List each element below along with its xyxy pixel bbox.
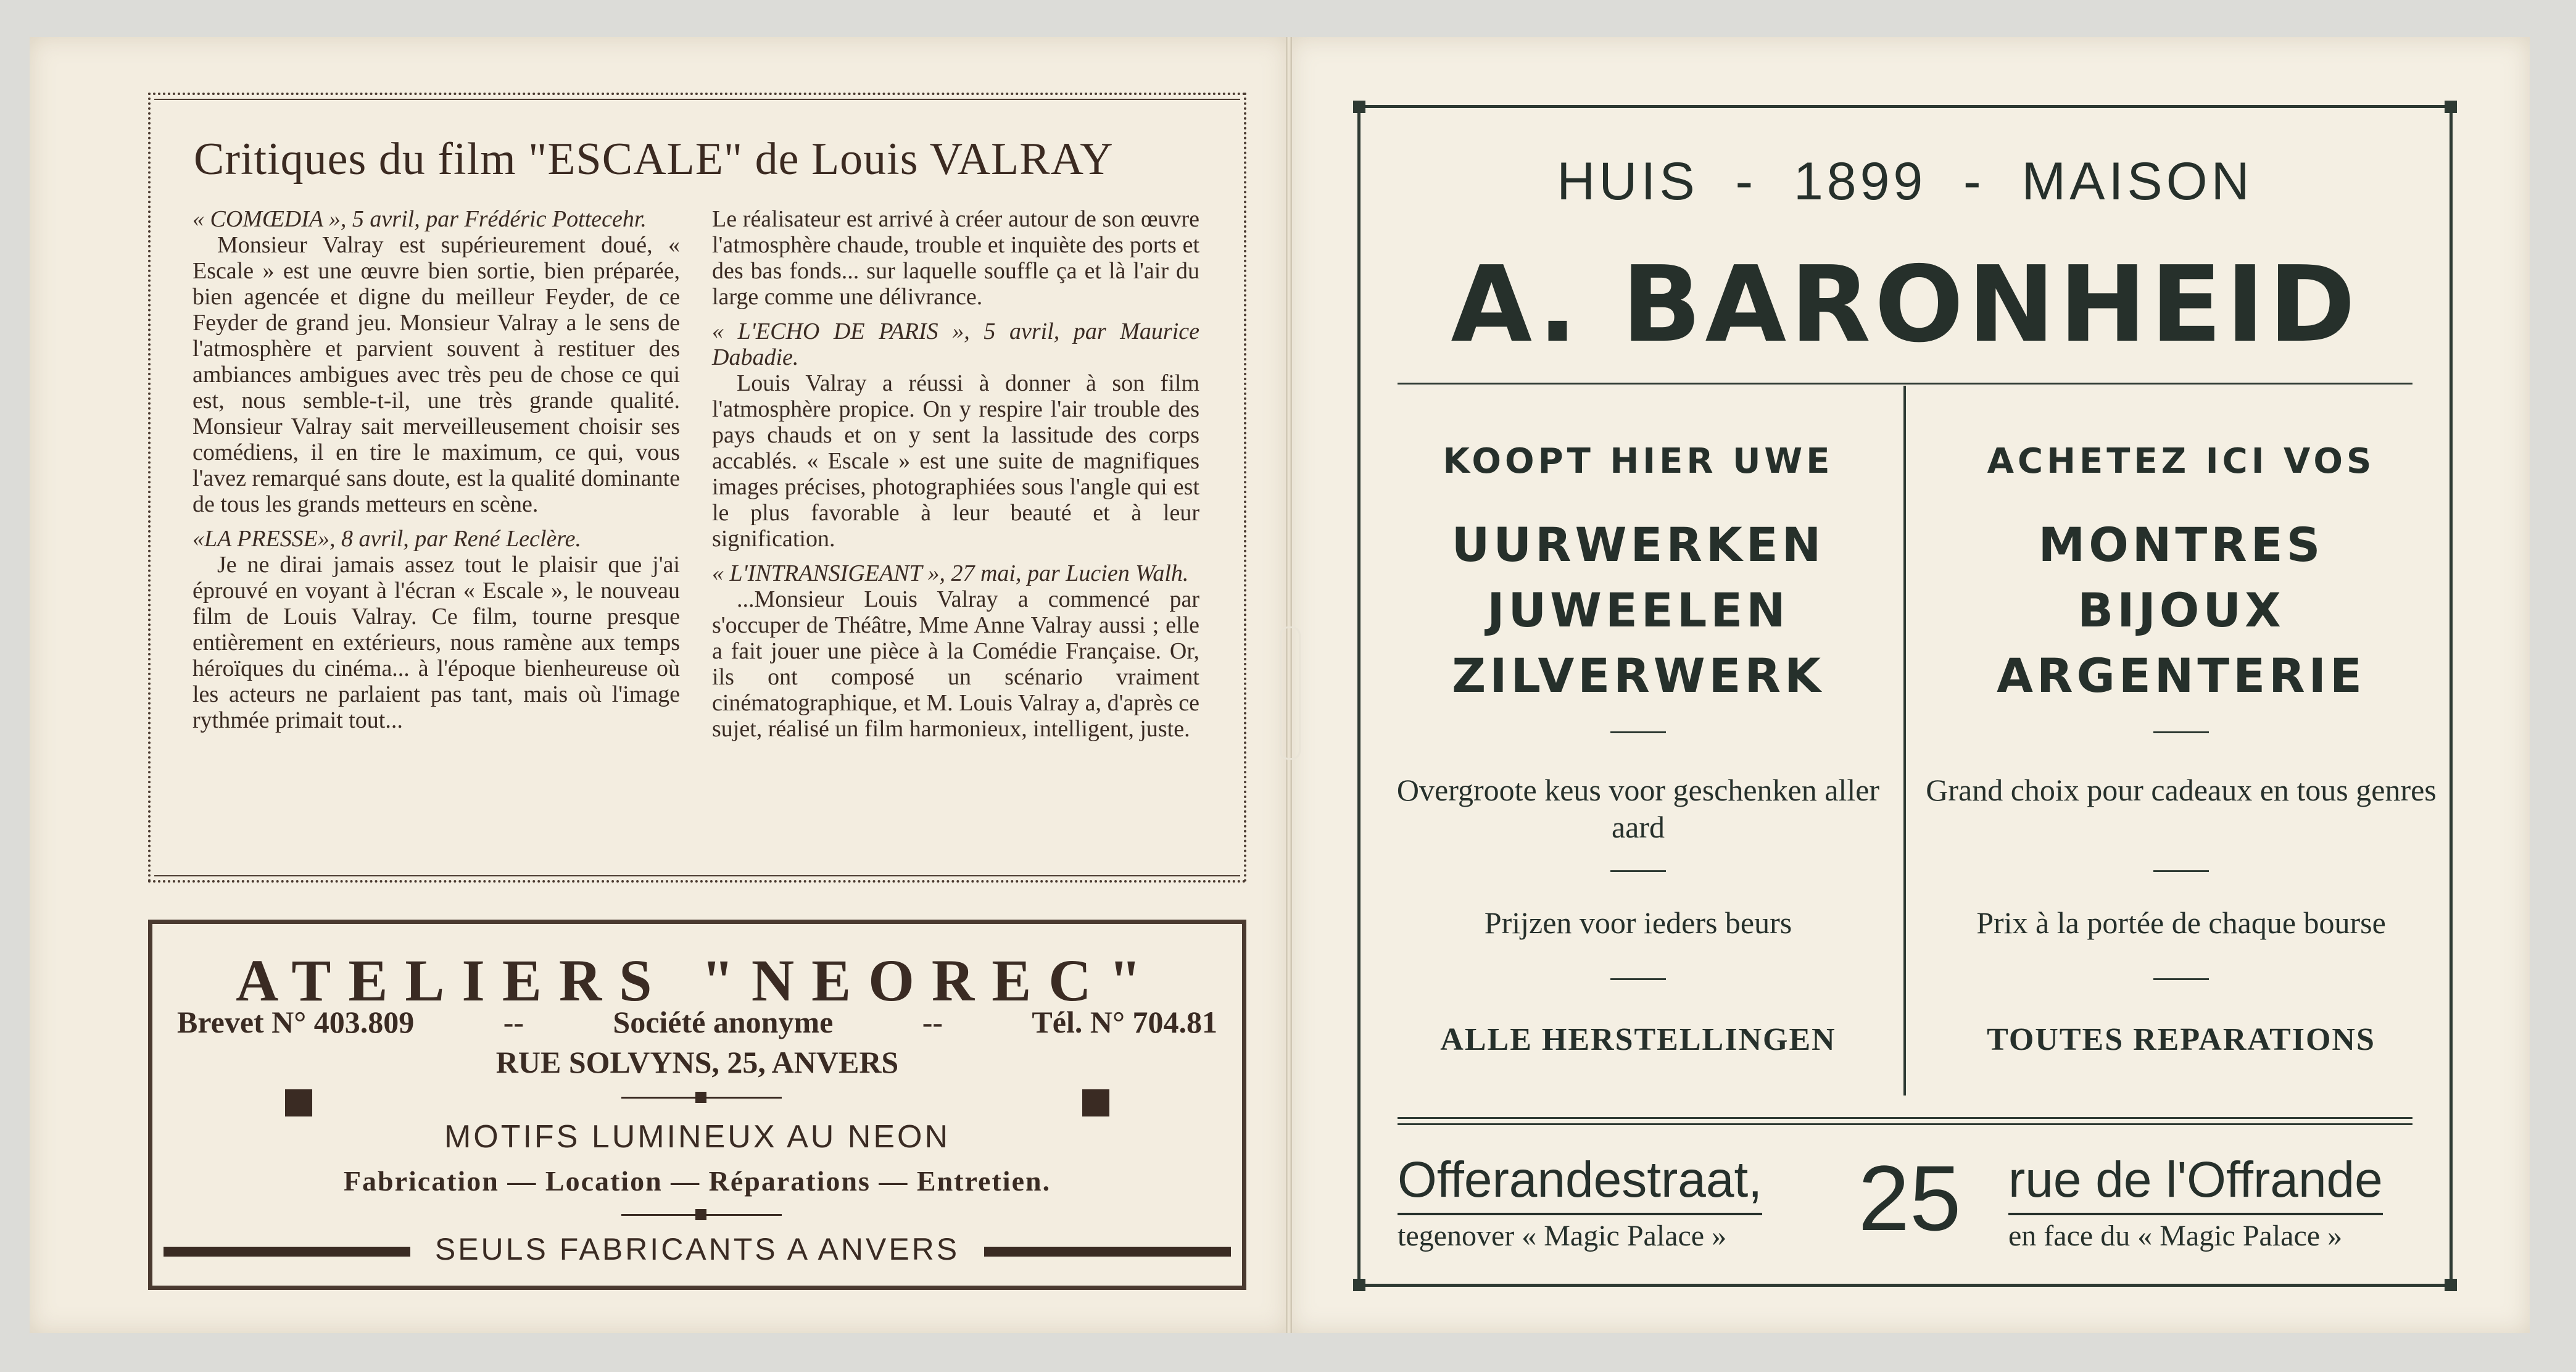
fr-item: BIJOUX (2077, 583, 2285, 638)
review-paragraph: Je ne dirai jamais assez tout le plaisir que j'ai éprouvé en voyant à l'écran « Escale », le nouveau film de Louis Valray. Ce film, tourne presque entièrement en extérieurs, nous ramène aux temps héroïques du cinéma... à l'époque bienheureuse où les acteurs ne parlaient pas tant, mais où l'image rythmée primait tout... (193, 552, 680, 733)
nl-item: UURWERKEN (1451, 517, 1825, 572)
neorec-tagline: SEULS FABRICANTS A ANVERS (434, 1232, 960, 1266)
nl-items (1373, 512, 1903, 709)
fr-prices: Prix à la portée de chaque bourse (1976, 905, 2386, 940)
divider-ornament (621, 1097, 782, 1099)
fr-street: rue de l'Offrande (2008, 1151, 2383, 1215)
nl-opposite: tegenover « Magic Palace » (1398, 1220, 1727, 1252)
fr-opposite: en face du « Magic Palace » (2008, 1220, 2343, 1252)
review-paragraph: Monsieur Valray est supérieurement doué, « Escale » est une œuvre bien sortie, bien préparée, bien agencée et digne du meilleur Feyder, de ce Feyder de grand jeu. Monsieur Valray a le sens de l'atmosphère et parvient souvent à restituer des ambiances ambigues avec très peu de chose ce qui est, nous semble-t-il, une très grande qualité. Monsieur Valray sait merveilleusement choisir ses comédiens, il en tire le maximum, ce qui, vous l'avez remarqué sans doute, est la qualité dominante de tous les grands metteurs en scène. (193, 232, 680, 517)
nl-street: Offerandestraat, (1398, 1151, 1762, 1215)
corner-ornament-icon (2445, 101, 2457, 113)
neorec-address: RUE SOLVYNS, 25, ANVERS (495, 1045, 899, 1079)
neorec-services: Fabrication — Location — Réparations — Entretien. (343, 1165, 1051, 1197)
nl-choice: Overgroote keus voor geschenken aller aard (1396, 773, 1880, 844)
neorec-societe: Société anonyme (613, 1005, 834, 1039)
neorec-brevet: Brevet N° 403.809 (177, 1005, 415, 1039)
dash-ornament (2153, 870, 2209, 872)
dash-ornament (2153, 731, 2209, 733)
column-divider (1903, 386, 1906, 1096)
divider-ornament (621, 1214, 782, 1216)
nl-item: ZILVERWERK (1452, 648, 1824, 703)
dash-ornament (1610, 870, 1666, 872)
neorec-info-row (177, 1004, 1217, 1040)
divider-line (1398, 383, 2412, 385)
shop-name: A. BARONHEID (1451, 244, 2359, 366)
nl-item: JUWEELEN (1487, 583, 1789, 638)
review-paragraph: Le réalisateur est arrivé à créer autour de son œuvre l'atmosphère chaude, trouble et inquiète des ports et des bas fonds... sur laquelle souffle ça et là l'air du large comme une délivrance. (712, 206, 1199, 310)
review-source: « L'ECHO DE PARIS », 5 avril, par Maurice Dabadie. (712, 318, 1199, 370)
reviews-box (148, 93, 1246, 883)
fr-heading: ACHETEZ ICI VOS (1987, 441, 2375, 481)
review-paragraph: ...Monsieur Louis Valray a commencé par s'occuper de Théâtre, Mme Anne Valray aussi ; elle a fait jouer une pièce à la Comédie Française. Or, ils ont composé un scénario vraiment cinématographique, et M. Louis Valray a, d'après ce sujet, réalisé un film harmonieux, intelligent, juste. (712, 586, 1199, 742)
nl-repairs: ALLE HERSTELLINGEN (1440, 1022, 1836, 1057)
neorec-motifs: MOTIFS LUMINEUX AU NEON (444, 1119, 951, 1155)
review-paragraph: Louis Valray a réussi à donner à son film l'atmosphère propice. On y respire l'air trouble des pays chauds et on y sent la lassitude des corps accablés. « Escale » est une suite de magnifiques images précises, photographiées sous l'angle qui est le plus favorable à leur beauté et à leur signification. (712, 370, 1199, 552)
divider-line (1398, 1123, 2412, 1125)
nl-heading: KOOPT HIER UWE (1443, 441, 1834, 481)
neorec-separator: -- (922, 1005, 943, 1039)
dash-ornament (1610, 978, 1666, 980)
fr-choice: Grand choix pour cadeaux en tous genres (1926, 773, 2437, 807)
street-number: 25 (1858, 1146, 1961, 1250)
reviews-column-1 (193, 206, 680, 733)
neorec-advertisement (148, 920, 1246, 1290)
neorec-telephone: Tél. N° 704.81 (1032, 1005, 1217, 1039)
nl-prices: Prijzen voor ieders beurs (1484, 905, 1792, 940)
shop-header: HUIS - 1899 - MAISON (1557, 152, 2253, 211)
square-ornament-icon (285, 1089, 312, 1116)
review-source: «LA PRESSE», 8 avril, par René Leclère. (193, 526, 582, 552)
fr-items (1916, 512, 2446, 709)
corner-ornament-icon (1353, 1279, 1365, 1291)
binding-thread (1280, 626, 1301, 760)
dash-ornament (1610, 731, 1666, 733)
square-ornament-icon (1082, 1089, 1109, 1116)
review-source: « COMŒDIA », 5 avril, par Frédéric Pottecehr. (193, 206, 647, 232)
neorec-title: ATELIERS "NEOREC" (236, 947, 1159, 1013)
corner-ornament-icon (2445, 1279, 2457, 1291)
baronheid-advertisement (1357, 105, 2453, 1287)
review-source: « L'INTRANSIGEANT », 27 mai, par Lucien Walh. (712, 560, 1189, 586)
dash-ornament (2153, 978, 2209, 980)
fr-item: MONTRES (2038, 517, 2324, 572)
reviews-title: Critiques du film "ESCALE" de Louis VALRAY (194, 134, 1114, 185)
neorec-separator: -- (503, 1005, 524, 1039)
reviews-column-2 (712, 206, 1199, 742)
divider-line (1398, 1117, 2412, 1119)
fr-repairs: TOUTES REPARATIONS (1987, 1022, 2375, 1057)
fr-item: ARGENTERIE (1997, 648, 2366, 703)
corner-ornament-icon (1353, 101, 1365, 113)
